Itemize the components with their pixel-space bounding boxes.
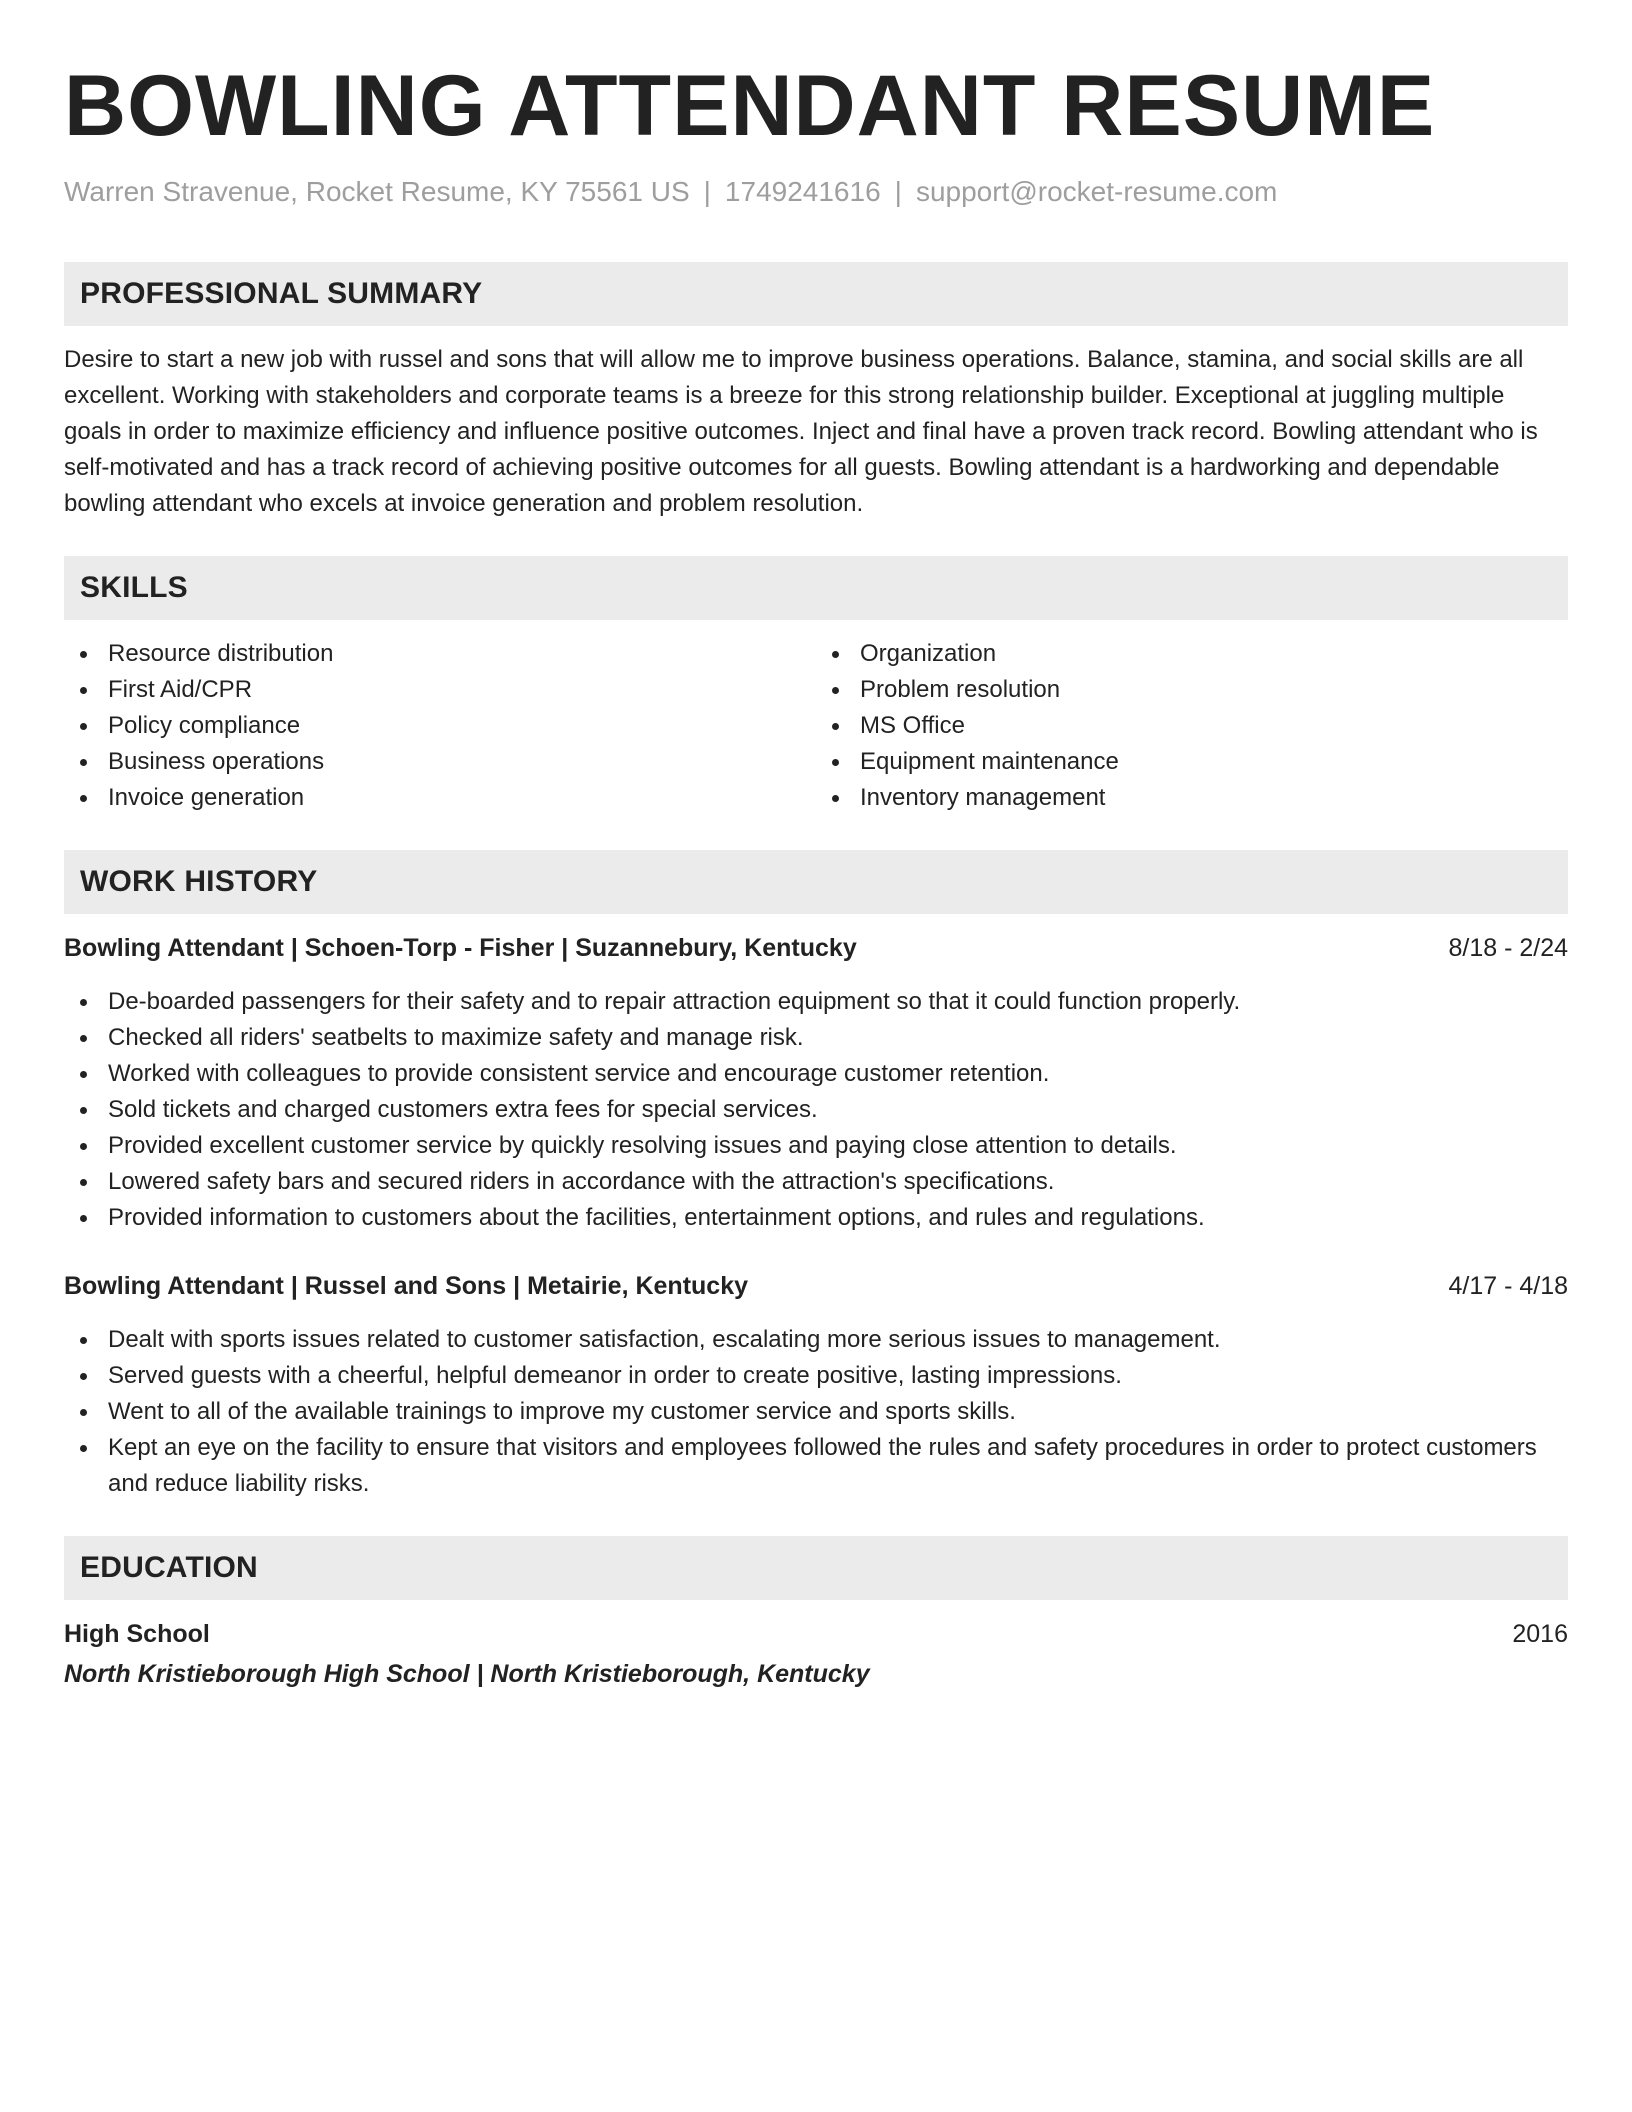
skills-column-right — [816, 636, 1568, 816]
job-header — [64, 930, 1568, 966]
job-title: Bowling Attendant | Russel and Sons | Metairie, Kentucky — [64, 1272, 748, 1300]
job-bullet: Worked with colleagues to provide consistent service and encourage customer retention. — [64, 1056, 1568, 1092]
job-bullet: Went to all of the available trainings to improve my customer service and sports skills. — [64, 1394, 1568, 1430]
job-bullet: Sold tickets and charged customers extra fees for special services. — [64, 1092, 1568, 1128]
contact-separator: | — [894, 176, 902, 207]
job-title: Bowling Attendant | Schoen-Torp - Fisher | Suzannebury, Kentucky — [64, 934, 857, 962]
job-bullet: Checked all riders' seatbelts to maximize safety and manage risk. — [64, 1020, 1568, 1056]
job-bullet: Provided information to customers about the facilities, entertainment options, and rules and regulations. — [64, 1200, 1568, 1236]
contact-line — [64, 174, 1568, 210]
job-bullet: Kept an eye on the facility to ensure that visitors and employees followed the rules and safety procedures in order to protect customers and reduce liability risks. — [64, 1430, 1568, 1502]
skills-list — [64, 636, 1568, 816]
job-entry — [64, 930, 1568, 1236]
skill-item: MS Office — [816, 708, 1568, 744]
skill-item: Policy compliance — [64, 708, 816, 744]
resume-title: BOWLING ATTENDANT RESUME — [64, 58, 1436, 154]
section-heading-summary: PROFESSIONAL SUMMARY — [64, 262, 1568, 326]
job-bullets — [64, 984, 1568, 1236]
education-year: 2016 — [1512, 1620, 1568, 1648]
job-bullets — [64, 1322, 1568, 1502]
contact-address: Warren Stravenue, Rocket Resume, KY 75561 US — [64, 176, 690, 207]
job-bullet: Served guests with a cheerful, helpful demeanor in order to create positive, lasting impressions. — [64, 1358, 1568, 1394]
contact-phone: 1749241616 — [724, 176, 881, 207]
skill-item: Problem resolution — [816, 672, 1568, 708]
job-bullet: Dealt with sports issues related to customer satisfaction, escalating more serious issues to management. — [64, 1322, 1568, 1358]
job-bullet: Provided excellent customer service by quickly resolving issues and paying close attention to details. — [64, 1128, 1568, 1164]
skill-item: Equipment maintenance — [816, 744, 1568, 780]
education-school: North Kristieborough High School | North Kristieborough, Kentucky — [64, 1660, 870, 1688]
job-bullet: De-boarded passengers for their safety and to repair attraction equipment so that it could function properly. — [64, 984, 1568, 1020]
skill-item: Business operations — [64, 744, 816, 780]
education-header — [64, 1616, 1568, 1652]
job-header — [64, 1268, 1568, 1304]
skills-column-left — [64, 636, 816, 816]
job-dates: 8/18 - 2/24 — [1448, 934, 1568, 962]
skill-item: Resource distribution — [64, 636, 816, 672]
skill-item: Organization — [816, 636, 1568, 672]
section-heading-skills: SKILLS — [64, 556, 1568, 620]
section-heading-work: WORK HISTORY — [64, 850, 1568, 914]
job-entry — [64, 1268, 1568, 1502]
contact-separator: | — [703, 176, 711, 207]
section-heading-education: EDUCATION — [64, 1536, 1568, 1600]
skill-item: First Aid/CPR — [64, 672, 816, 708]
job-bullet: Lowered safety bars and secured riders in accordance with the attraction's specifications. — [64, 1164, 1568, 1200]
contact-email: support@rocket-resume.com — [915, 176, 1278, 207]
education-degree: High School — [64, 1620, 210, 1648]
skill-item: Invoice generation — [64, 780, 816, 816]
skill-item: Inventory management — [816, 780, 1568, 816]
summary-paragraph: Desire to start a new job with russel and sons that will allow me to improve business operations. Balance, stamina, and social skills are all excellent. Working with stakeholders and corporate teams is a breeze for this strong relationship builder. Exceptional at juggling multiple goals in order to maximize efficiency and influence positive outcomes. Inject and final have a proven track record. Bowling attendant who is self-motivated and has a track record of achieving positive outcomes for all guests. Bowling attendant is a hardworking and dependable bowling attendant who excels at invoice generation and problem resolution. — [64, 346, 1538, 517]
job-dates: 4/17 - 4/18 — [1448, 1272, 1568, 1300]
